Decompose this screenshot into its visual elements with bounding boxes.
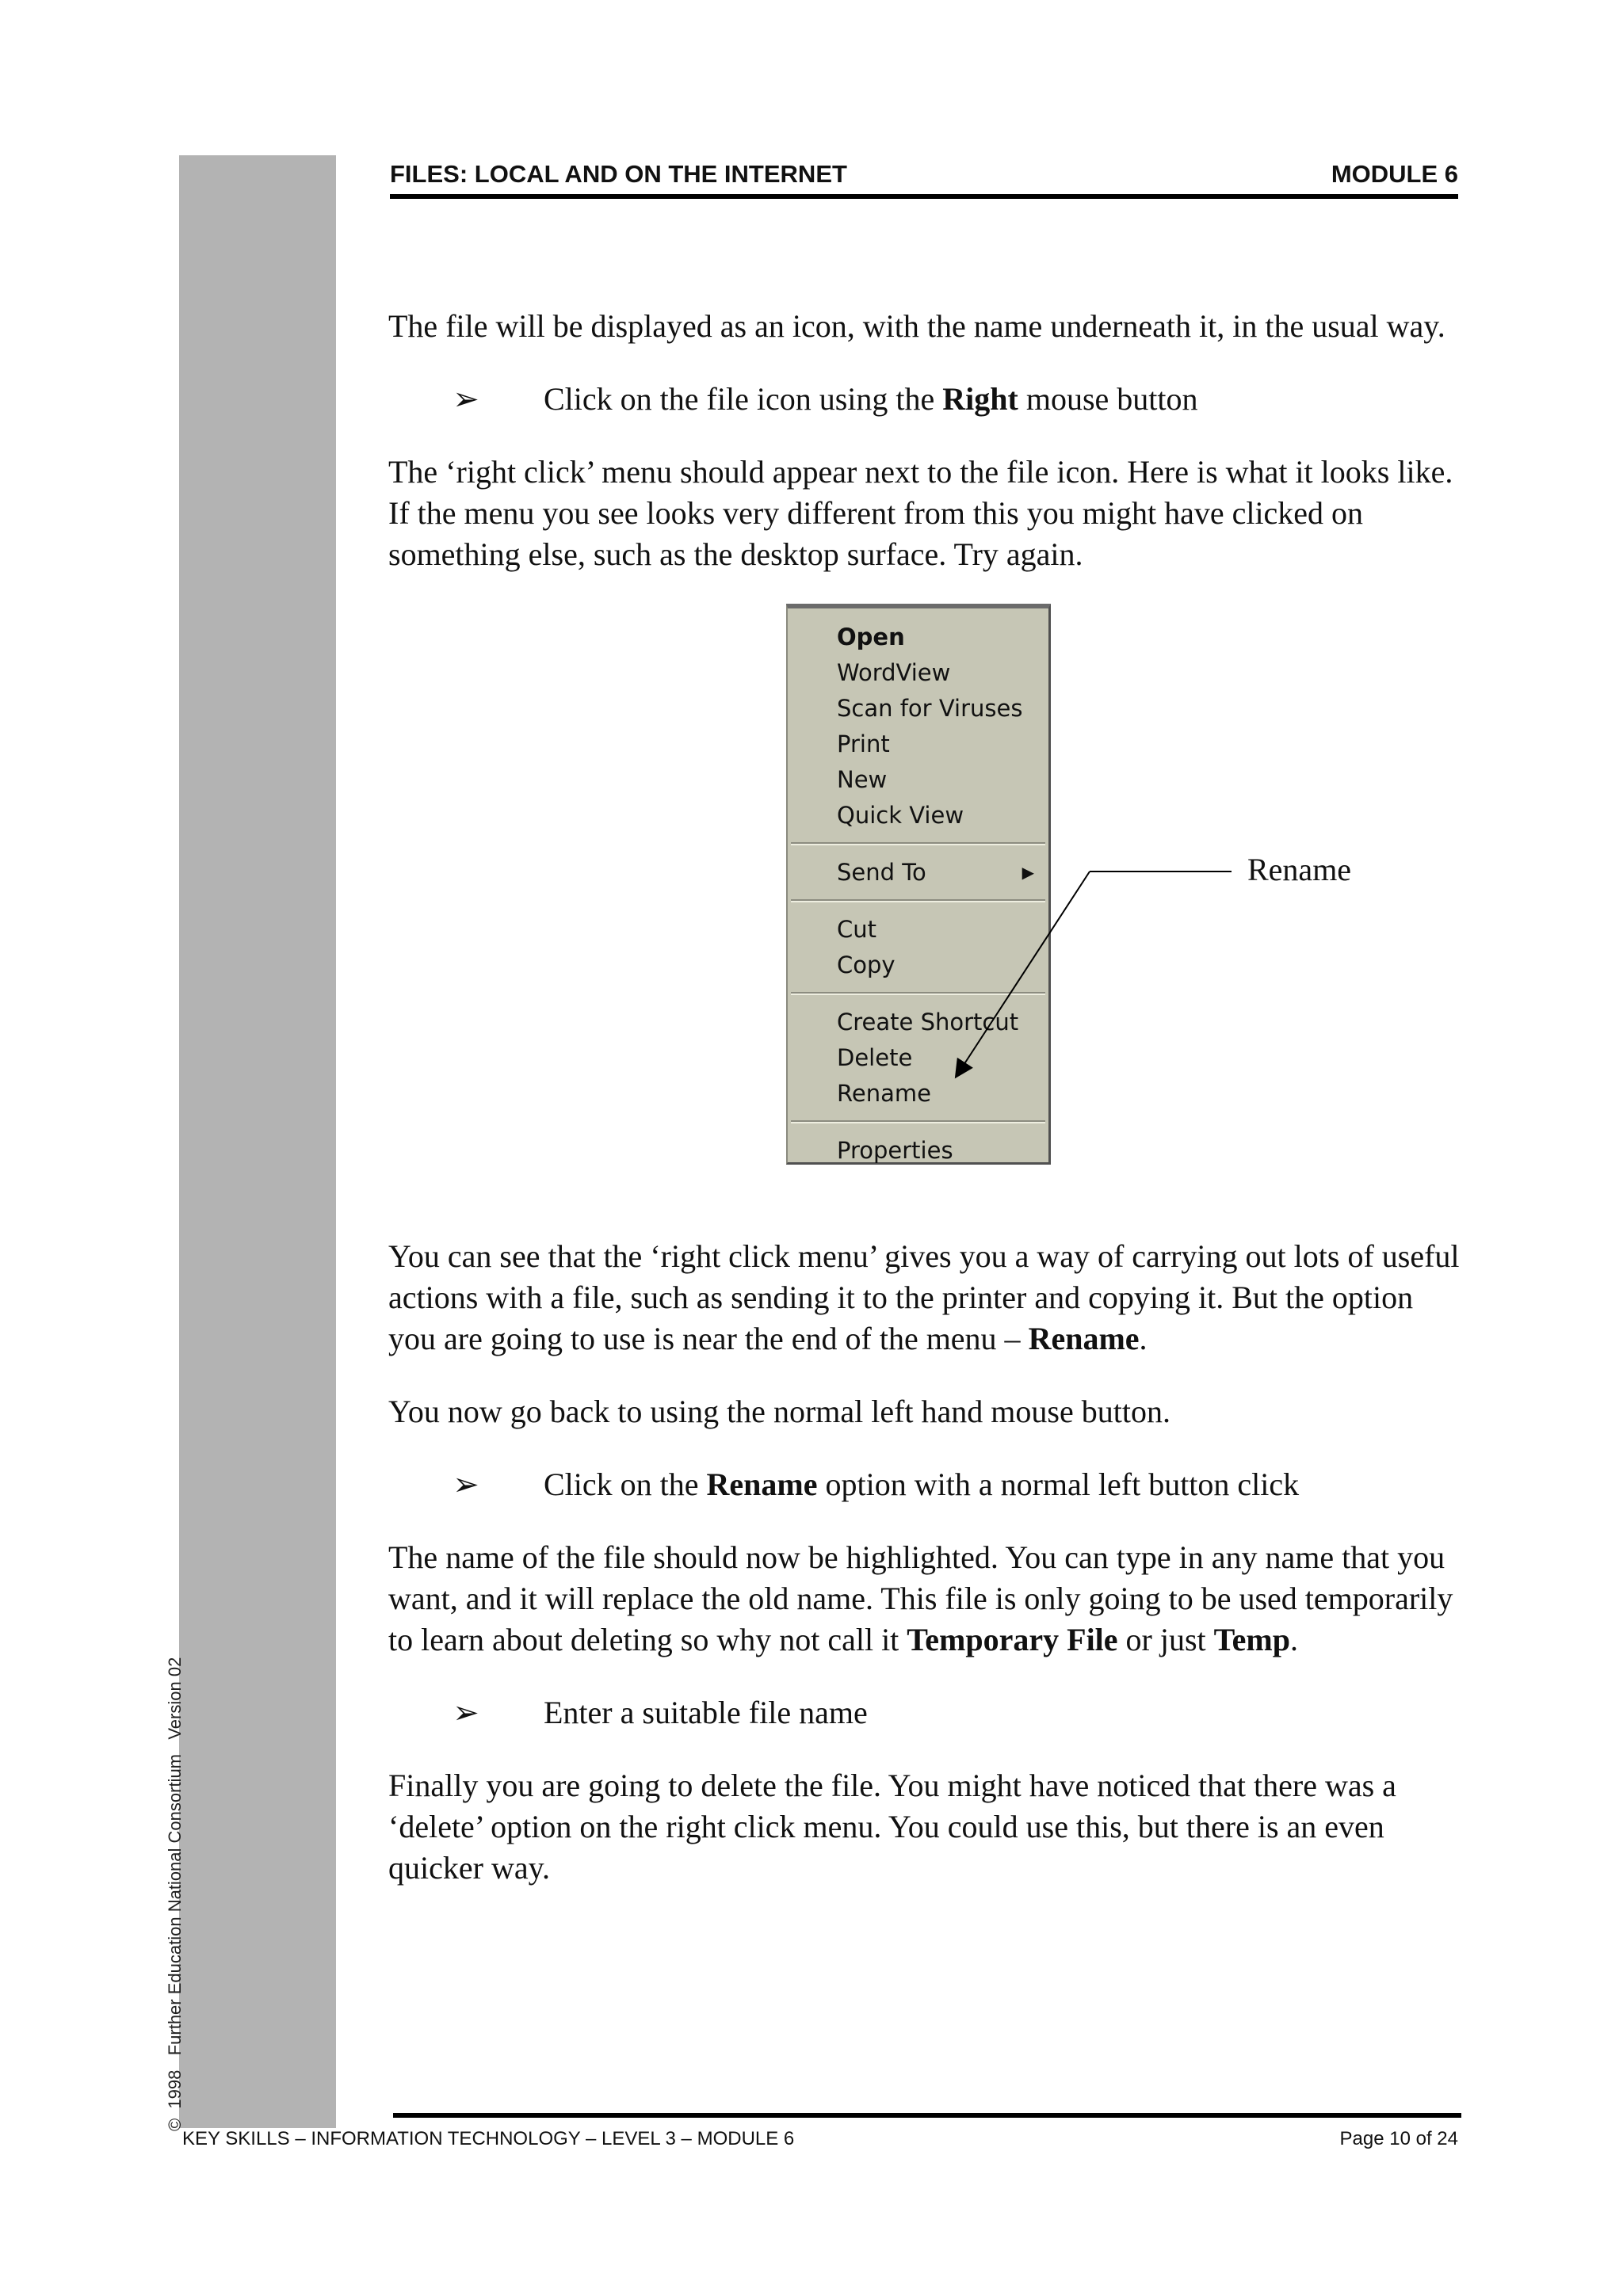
copyright-note: © 1998 Further Education National Consortium Version 02 [165, 1657, 185, 2131]
submenu-arrow-icon: ▶ [1022, 863, 1034, 882]
page-header [390, 155, 1458, 193]
bullet-arrow-icon: ➢ [453, 381, 479, 417]
page-footer [182, 2128, 1458, 2150]
instruction-2: ➢ Click on the Rename option with a normal left button click [388, 1464, 1466, 1505]
menu-item-wordview[interactable]: WordView [837, 659, 951, 686]
menu-item-delete[interactable]: Delete [837, 1044, 913, 1071]
menu-item-print[interactable]: Print [837, 730, 890, 757]
header-title: FILES: LOCAL AND ON THE INTERNET [390, 160, 847, 188]
footer-page-number: Page 10 of 24 [1339, 2128, 1458, 2149]
footer-course: KEY SKILLS – INFORMATION TECHNOLOGY – LEVEL 3 – MODULE 6 [182, 2128, 795, 2149]
menu-item-quick-view[interactable]: Quick View [837, 802, 964, 829]
callout-arrow [388, 604, 1466, 1214]
menu-item-copy[interactable]: Copy [837, 952, 896, 978]
page-content [388, 306, 1466, 1920]
bullet-arrow-icon: ➢ [453, 1466, 479, 1502]
paragraph-4: You now go back to using the normal left hand mouse button. [388, 1394, 1170, 1429]
header-module: MODULE 6 [1331, 160, 1458, 188]
menu-item-send-to[interactable]: Send To ▶ [788, 855, 1048, 891]
paragraph-3: You can see that the ‘right click menu’ gives you a way of carrying out lots of useful actions with a file, such as sending it to the printer and copying it. But the option you are going to use is near the end of the menu – Rename. [388, 1238, 1460, 1356]
instruction-1: ➢ Click on the file icon using the Right mouse button [388, 379, 1466, 420]
header-rule [390, 194, 1458, 199]
instruction-3: ➢ Enter a suitable file name [388, 1692, 1466, 1733]
menu-item-create-shortcut[interactable]: Create Shortcut [837, 1009, 1019, 1035]
menu-item-new[interactable]: New [837, 766, 888, 793]
paragraph-1: The file will be displayed as an icon, with the name underneath it, in the usual way. [388, 308, 1445, 344]
paragraph-5: The name of the file should now be highlighted. You can type in any name that you want, and it will replace the old name. This file is only going to be used temporarily to learn about deleting so why not call it Temporary File or just Temp. [388, 1539, 1453, 1657]
menu-item-rename[interactable]: Rename [837, 1080, 931, 1107]
footer-rule [393, 2113, 1461, 2118]
callout-label: Rename [1247, 852, 1352, 887]
paragraph-2: The ‘right click’ menu should appear next to the file icon. Here is what it looks like. If the menu you see looks very different from this you might have clicked on something else, such as the desktop surface. Try again. [388, 454, 1453, 572]
paragraph-6: Finally you are going to delete the file. You might have noticed that there was a ‘delete’ option on the right click menu. You could use this, but there is an even quicker way. [388, 1768, 1396, 1886]
menu-item-open[interactable]: Open [837, 624, 905, 650]
menu-item-scan-for-viruses[interactable]: Scan for Viruses [837, 695, 1023, 722]
menu-item-cut[interactable]: Cut [837, 916, 876, 943]
margin-sidebar [179, 155, 336, 2128]
context-menu-figure [388, 604, 1466, 1214]
menu-item-properties[interactable]: Properties [837, 1137, 953, 1164]
bullet-arrow-icon: ➢ [453, 1695, 479, 1730]
